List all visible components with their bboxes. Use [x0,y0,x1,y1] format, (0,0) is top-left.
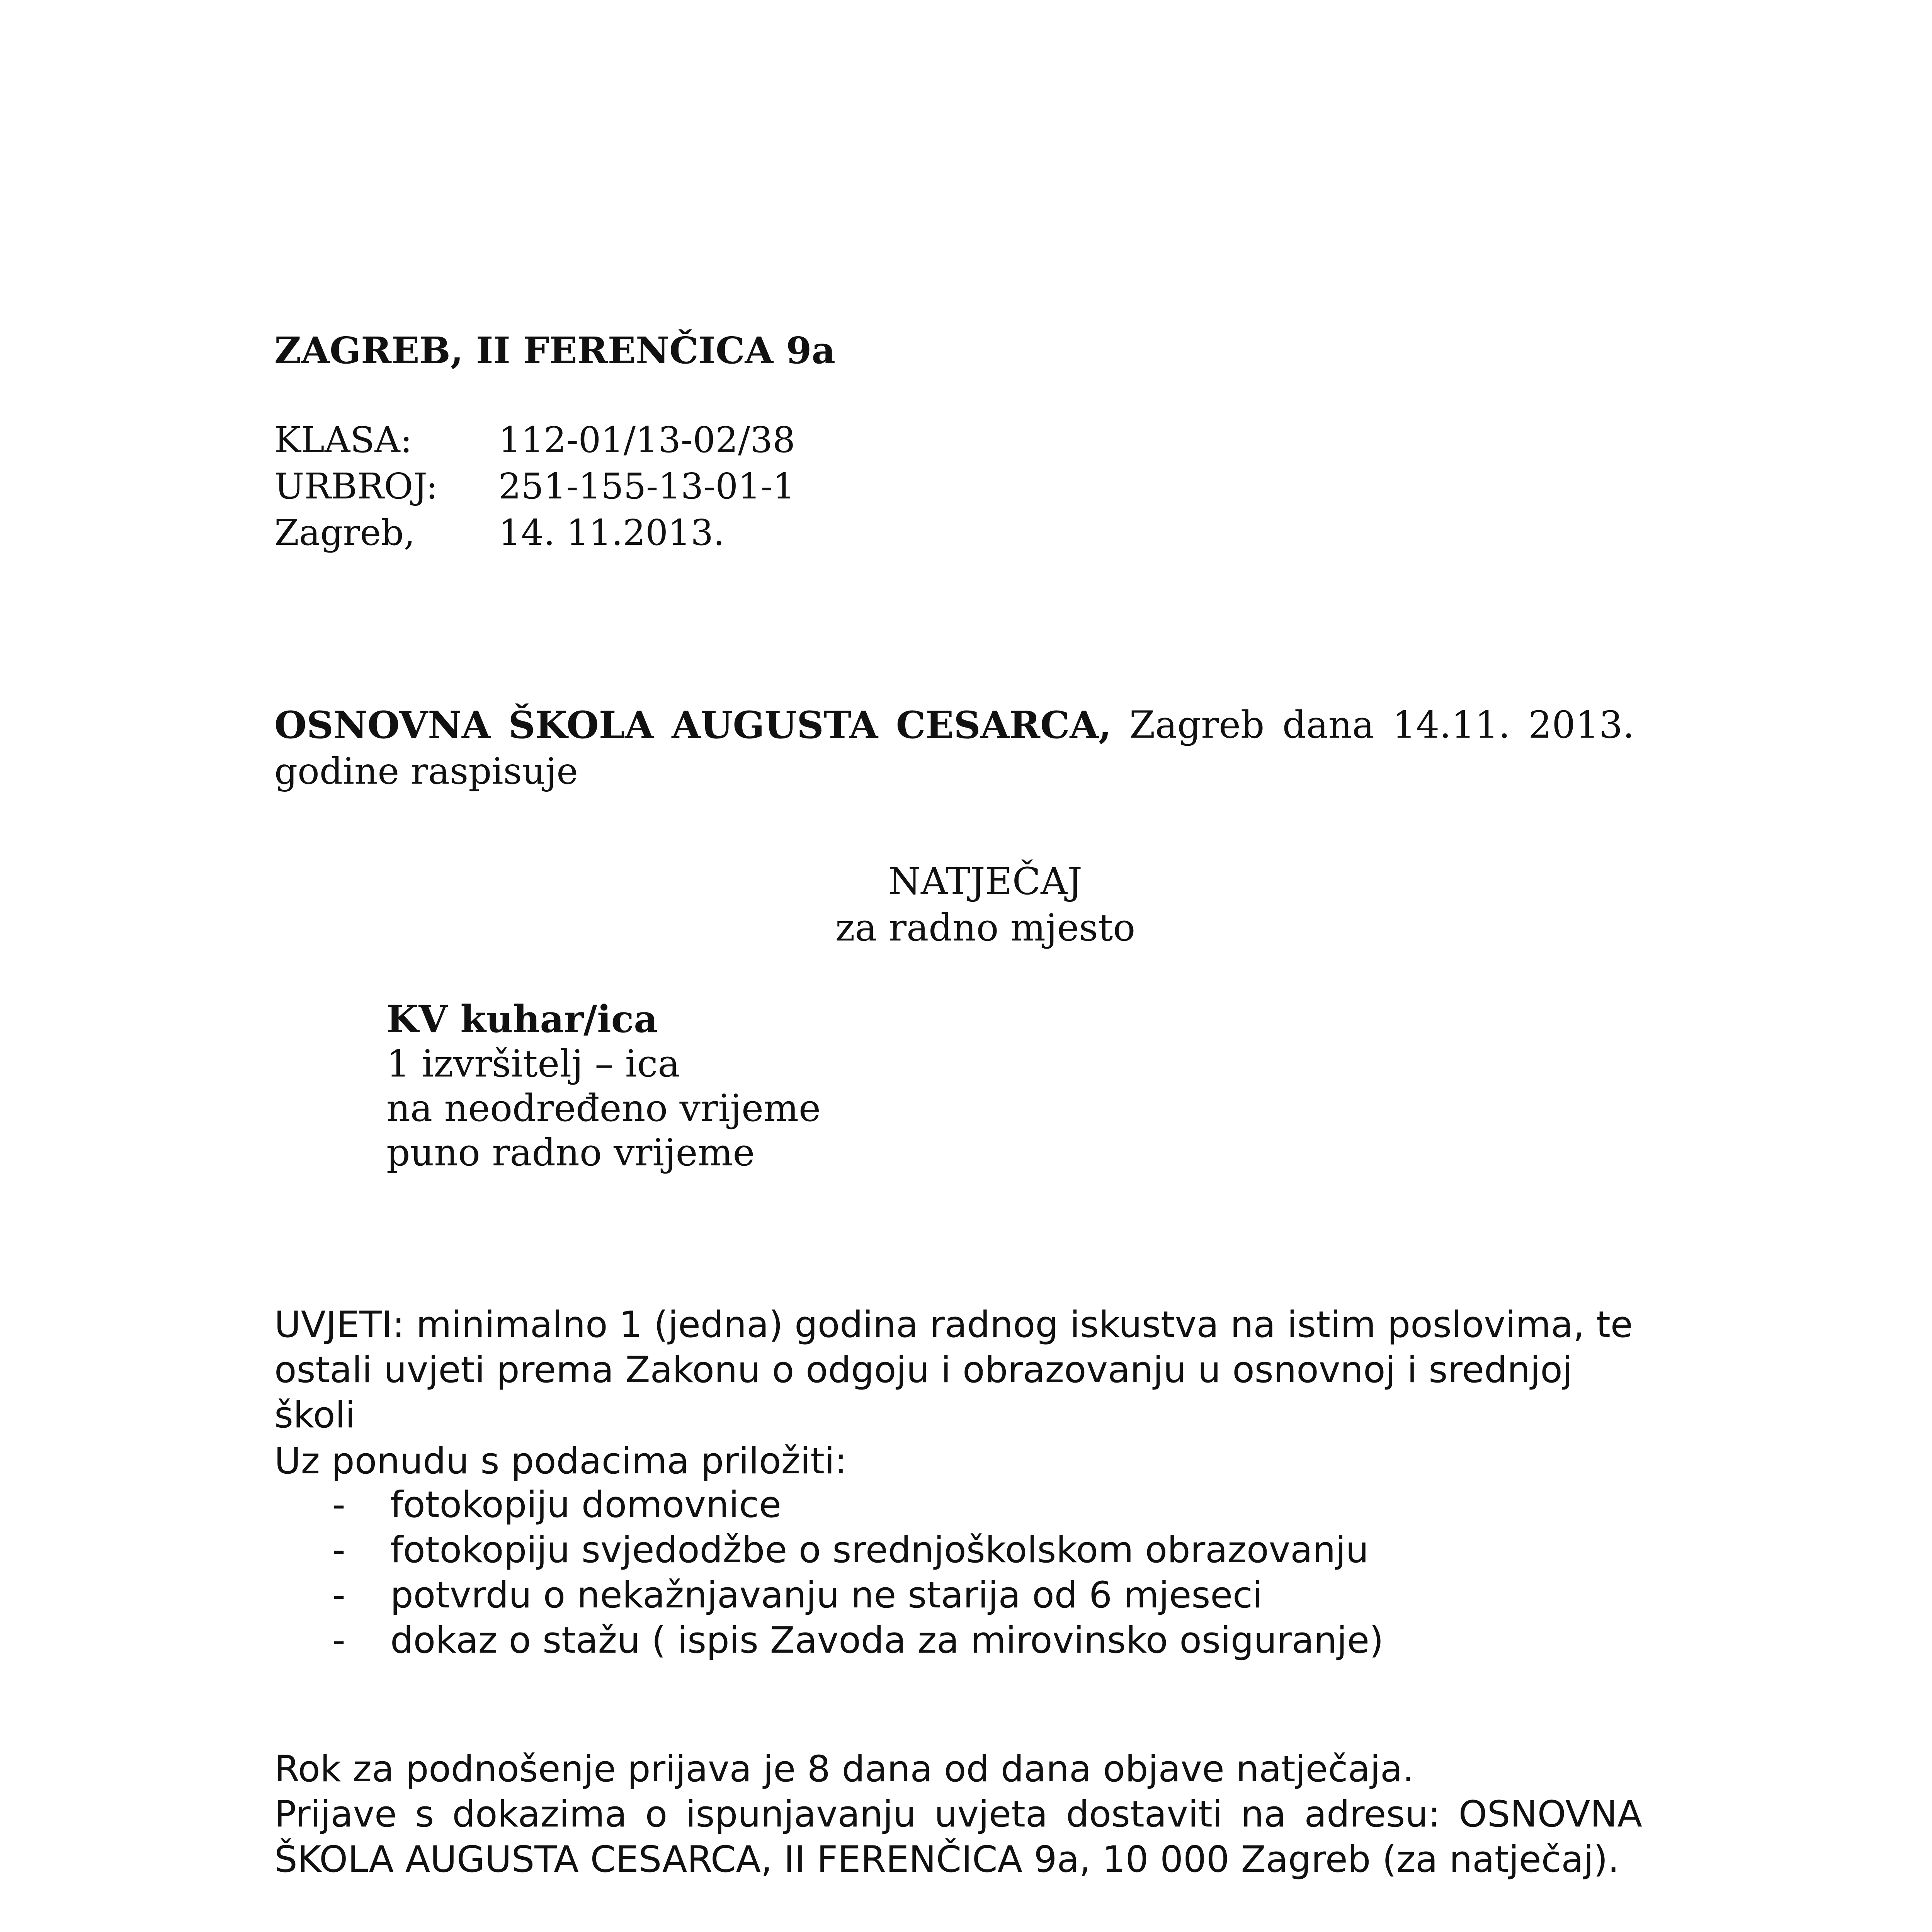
heading-word: 14.11. [1392,703,1510,747]
heading-continuation: godine raspisuje [274,750,578,793]
heading-word: AUGUSTA [672,703,878,747]
announcement-heading [274,703,1634,747]
heading-word: 2013. [1528,703,1634,747]
attachment-text: fotokopiju svjedodžbe o srednjoškolskom obrazovanju [390,1529,1369,1571]
document-subtitle: za radno mjesto [835,906,1136,949]
date-value: 14. 11.2013. [498,512,725,553]
document-title: NATJEČAJ [888,860,1082,903]
heading-word: ŠKOLA [508,703,654,747]
position-duration: na neodređeno vrijeme [386,1087,821,1130]
position-hours: puno radno vrijeme [386,1131,755,1174]
position-count: 1 izvršitelj – ica [386,1042,680,1085]
position-name: KV kuhar/ica [386,997,658,1041]
bullet-dash: - [332,1619,345,1662]
urbroj-label: URBROJ: [274,466,438,507]
conditions-text: UVJETI: minimalno 1 (jedna) godina radnog iskustva na istim poslovima, te ostali uvjeti prema Zakonu o odgoju i obrazovanju u osnovnoj i srednjoj školi [274,1304,1633,1436]
date-label: Zagreb, [274,512,415,553]
attachments-intro: Uz ponudu s podacima priložiti: [274,1440,847,1482]
deadline-text: Rok za podnošenje prijava je 8 dana od dana objave natječaja. [274,1748,1414,1790]
heading-word: CESARCA, [896,703,1112,747]
heading-word: OSNOVNA [274,703,491,747]
attachment-item [332,1619,1384,1662]
submission-text: Prijave s dokazima o ispunjavanju uvjeta dostaviti na adresu: OSNOVNA ŠKOLA AUGUSTA CESARCA, II FERENČICA 9a, 10 000 Zagreb (za natječaj). [274,1793,1642,1881]
heading-word: dana [1282,703,1374,747]
bullet-dash: - [332,1529,345,1571]
school-address: ZAGREB, II FERENČICA 9a [274,329,836,372]
heading-word: Zagreb [1129,703,1265,747]
attachment-item [332,1574,1263,1616]
bullet-dash: - [332,1484,345,1526]
attachment-text: dokaz o stažu ( ispis Zavoda za mirovinsko osiguranje) [390,1619,1384,1662]
attachment-text: fotokopiju domovnice [390,1484,782,1526]
klasa-value: 112-01/13-02/38 [498,419,796,461]
attachment-text: potvrdu o nekažnjavanju ne starija od 6 mjeseci [390,1574,1263,1616]
attachment-item [332,1529,1369,1571]
attachment-item [332,1484,781,1526]
klasa-label: KLASA: [274,419,412,461]
urbroj-value: 251-155-13-01-1 [498,466,796,507]
bullet-dash: - [332,1574,345,1616]
